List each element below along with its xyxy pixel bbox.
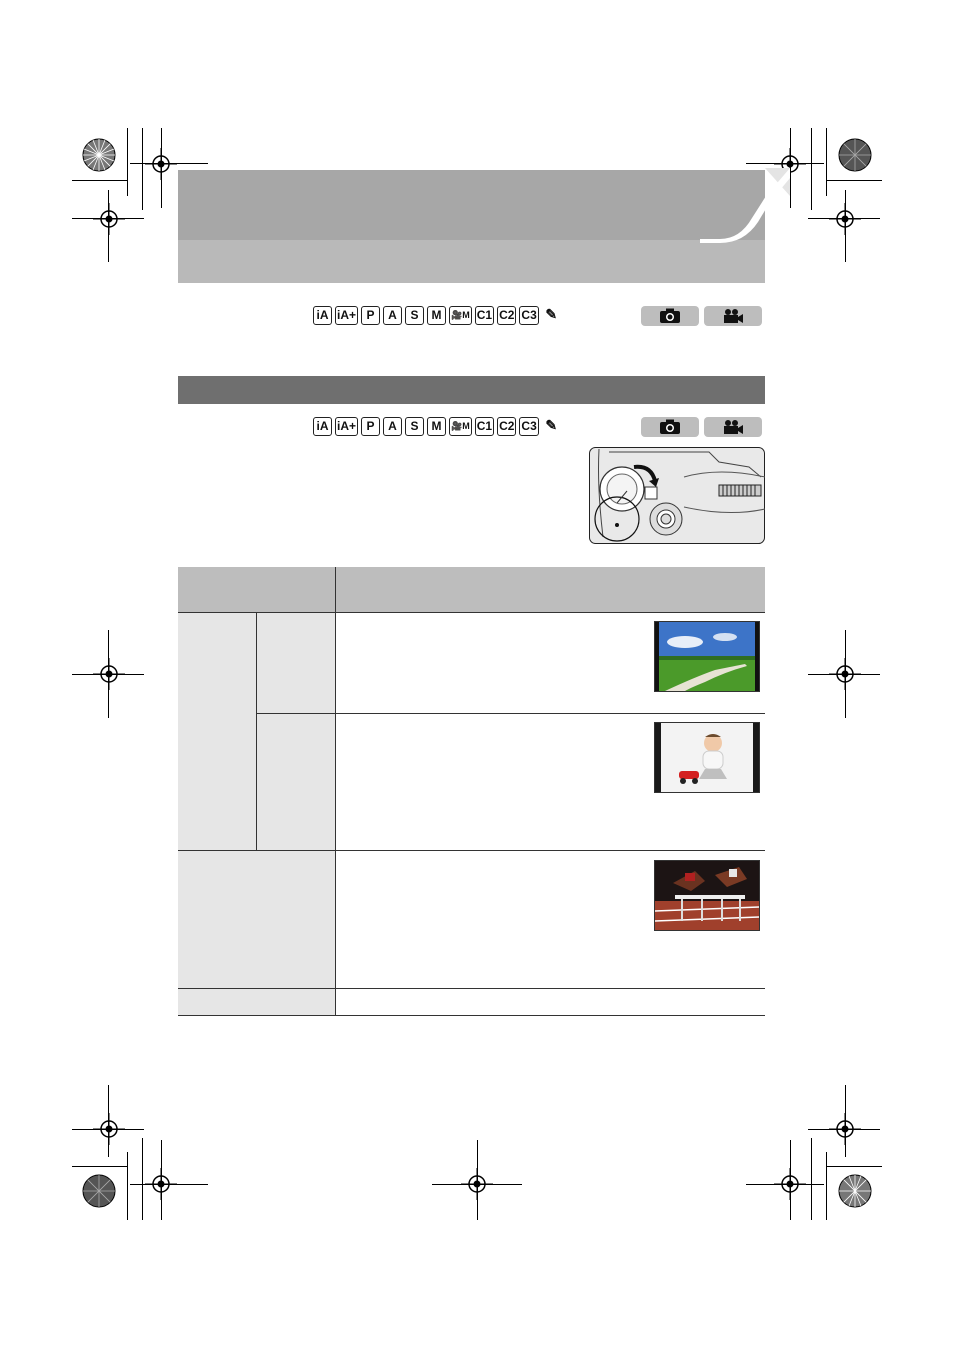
mode-icon: iA [313, 306, 332, 325]
color-rosette-icon [838, 138, 872, 172]
color-rosette-icon [82, 1174, 116, 1208]
table-row-label-cell [178, 988, 335, 1015]
photo-mode-badge [641, 417, 699, 437]
crosshair-icon [93, 203, 125, 235]
sports-thumbnail [654, 860, 760, 931]
mode-icon: C1 [475, 306, 494, 325]
mode-icon: iA [313, 417, 332, 436]
mode-icon: ✎ [542, 417, 561, 436]
movie-camera-icon [722, 419, 744, 435]
mode-icon: ✎ [542, 306, 561, 325]
mode-icon: A [383, 417, 402, 436]
table-row-label-cell [256, 612, 335, 713]
table-header-cell [178, 567, 335, 612]
mode-icon: 🎥M [449, 306, 472, 325]
mode-icon: A [383, 306, 402, 325]
chapter-banner-subtitle-area [178, 240, 765, 283]
table-row-label-cell [256, 713, 335, 850]
page-curl-decoration [700, 168, 790, 248]
mode-icon: S [405, 306, 424, 325]
portrait-thumbnail [654, 722, 760, 793]
mode-icon: C1 [475, 417, 494, 436]
table-header-cell [335, 567, 765, 612]
table-row-label-cell [178, 850, 335, 988]
movie-mode-badge [704, 417, 762, 437]
mode-icon: 🎥M [449, 417, 472, 436]
mode-icon: C2 [497, 306, 516, 325]
mode-icon: P [361, 417, 380, 436]
mode-icon: iA+ [335, 306, 358, 325]
mode-icon: C3 [519, 306, 538, 325]
landscape-thumbnail [654, 621, 760, 692]
camera-dial-illustration [589, 447, 765, 544]
mode-icon: S [405, 417, 424, 436]
mode-icon: iA+ [335, 417, 358, 436]
movie-camera-icon [722, 308, 744, 324]
mode-icon: P [361, 306, 380, 325]
mode-icon: M [427, 306, 446, 325]
photo-mode-badge [641, 306, 699, 326]
movie-mode-badge [704, 306, 762, 326]
mode-icon: C2 [497, 417, 516, 436]
table-group-cell [178, 612, 256, 850]
camera-icon [659, 419, 681, 435]
mode-icon: M [427, 417, 446, 436]
color-rosette-icon [838, 1174, 872, 1208]
color-rosette-icon [82, 138, 116, 172]
recording-mode-icons [313, 306, 561, 326]
recording-mode-icons [313, 417, 561, 437]
section-header-bar [178, 376, 765, 404]
mode-icon: C3 [519, 417, 538, 436]
camera-icon [659, 308, 681, 324]
